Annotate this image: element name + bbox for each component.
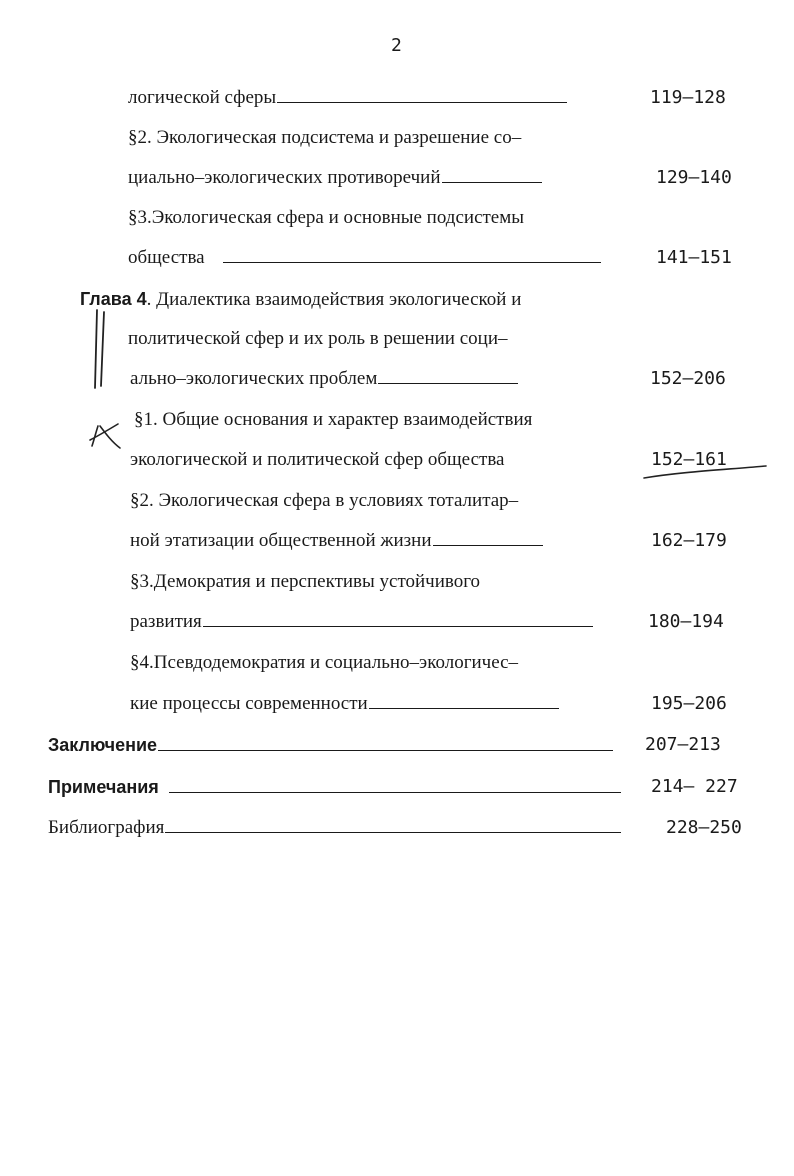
toc-pages: 119–128 [650,87,726,108]
toc-pages: 141–151 [656,247,732,268]
toc-line: §3.Экологическая сфера и основные подсистемы [128,207,525,228]
toc-line [128,86,567,110]
toc-pages: 214– 227 [651,776,738,797]
toc-line [130,529,543,553]
toc-text: логической сферы [128,87,277,108]
toc-pages: 228–250 [666,817,742,838]
page-number: 2 [391,35,402,56]
leader-line [277,101,567,103]
toc-text: . Диалектика взаимодействия экологической и [146,289,522,310]
toc-line: политической сфер и их роль в решении соци– [128,328,508,349]
toc-line: §2. Экологическая подсистема и разрешение со– [128,127,522,148]
leader-line [223,261,601,263]
leader-line [165,831,621,833]
toc-text: ально–экологических проблем [130,368,378,389]
toc-line [130,610,593,634]
toc-pages: 207–213 [645,734,721,755]
toc-line: экологической и политической сфер общества [130,449,505,470]
toc-pages: 152–161 [651,449,727,470]
toc-text: Заключение [48,735,158,755]
toc-line [48,775,621,800]
toc-pages: 195–206 [651,693,727,714]
toc-text: Примечания [48,777,159,797]
toc-text: кие процессы современности [130,693,368,714]
toc-text: общества [128,247,205,268]
toc-pages: 162–179 [651,530,727,551]
toc-text: развития [130,611,202,632]
chapter-label: Глава 4 [80,289,147,309]
chapter-heading [80,287,521,312]
leader-line [433,544,543,546]
toc-pages: 152–206 [650,368,726,389]
leader-line [203,625,593,627]
toc-line [130,367,518,391]
toc-text: Библиография [48,817,165,838]
toc-text: циально–экологических противоречий [128,167,441,188]
toc-line: §1. Общие основания и характер взаимодействия [134,409,533,430]
handwritten-underline-icon [640,462,770,482]
toc-line: §3.Демократия и перспективы устойчивого [130,571,481,592]
leader-line [169,791,621,793]
toc-pages: 129–140 [656,167,732,188]
leader-line [158,749,613,751]
toc-line [48,816,621,840]
toc-line: §2. Экологическая сфера в условиях тоталитар– [130,490,519,511]
toc-line [130,692,559,716]
leader-line [369,707,559,709]
leader-line [378,382,518,384]
leader-line [442,181,542,183]
toc-line: §4.Псевдодемократия и социально–экологичес– [130,652,519,673]
toc-text: ной этатизации общественной жизни [130,530,432,551]
handwritten-annotation-icon [86,418,126,452]
handwritten-mark-icon [90,308,110,390]
toc-line [128,166,542,190]
toc-line [48,733,613,758]
toc-line [128,246,601,270]
toc-pages: 180–194 [648,611,724,632]
